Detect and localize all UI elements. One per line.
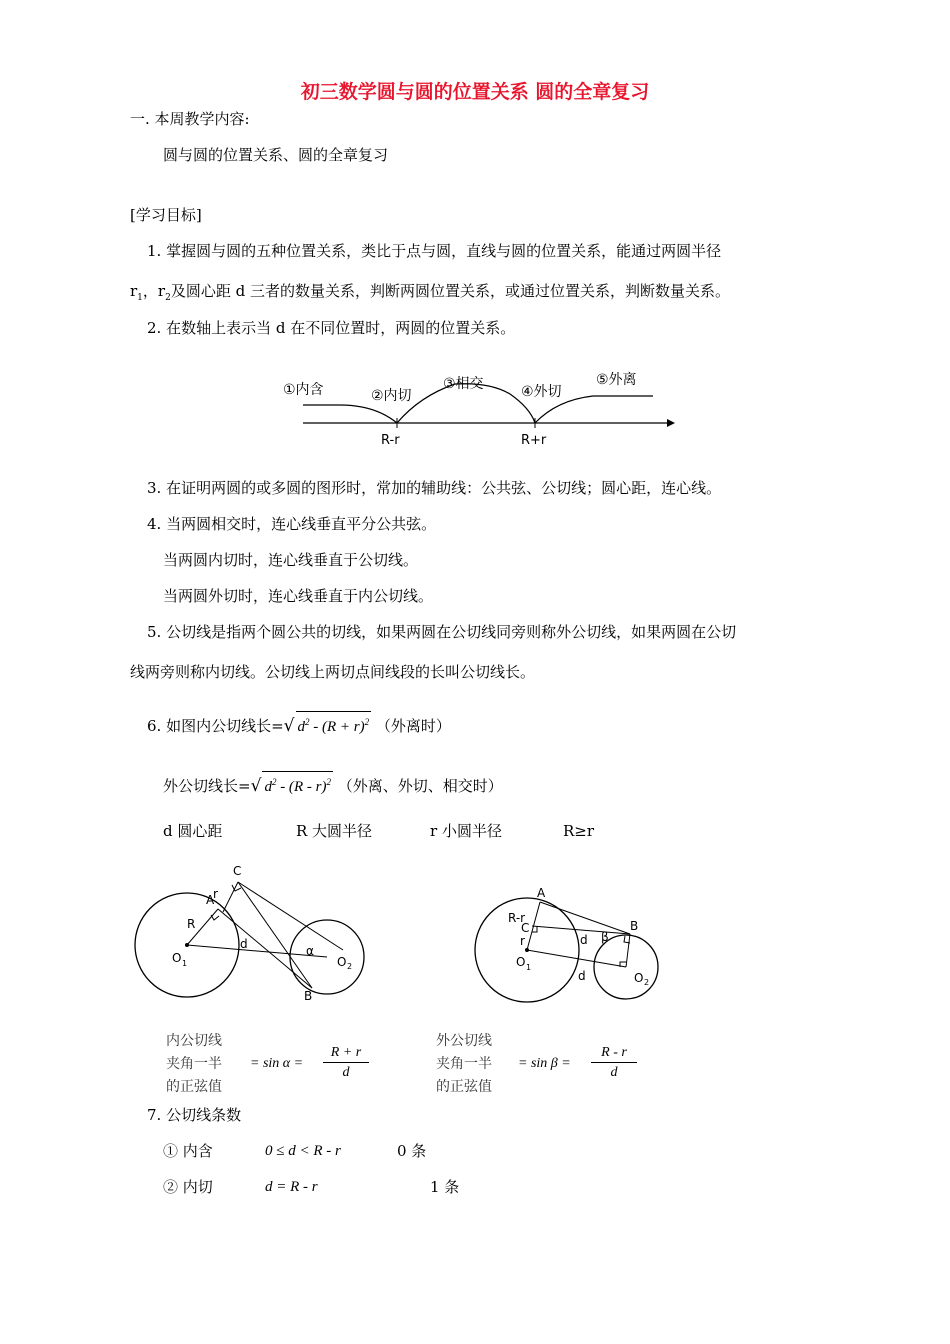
item-7-heading: 7. 公切线条数	[147, 1106, 242, 1124]
item-7-row-1-count: 0 条	[397, 1142, 427, 1160]
point-o1	[525, 948, 529, 952]
outer-tangent-figure	[470, 888, 680, 1018]
label-intersect: ③相交	[443, 376, 484, 392]
item-2: 2. 在数轴上表示当 d 在不同位置时，两圆的位置关系。	[147, 319, 516, 337]
legend-compare: R≥r	[563, 822, 595, 840]
label-c: C	[521, 921, 530, 935]
label-r-minus-r: R-r	[508, 911, 526, 925]
label-separate: ⑤外离	[596, 372, 637, 388]
item-4b: 当两圆内切时，连心线垂直于公切线。	[163, 551, 419, 569]
label-o1-sub: 1	[182, 959, 188, 968]
outer-fraction: $\frac{R - r}{d}$	[591, 1043, 637, 1082]
inner-fraction: $\frac{R + r}{d}$	[323, 1043, 369, 1082]
item-7-row-2-count: 1 条	[430, 1178, 460, 1196]
label-a: A	[537, 888, 546, 900]
legend-big-r: R 大圆半径	[296, 822, 373, 840]
label-b: B	[304, 989, 313, 1003]
inner-caption-3: 的正弦值	[166, 1079, 222, 1095]
label-b: B	[630, 919, 639, 933]
item-4c: 当两圆外切时，连心线垂直于内公切线。	[163, 587, 434, 605]
legend-small-r: r 小圆半径	[430, 822, 502, 840]
item-5-line-1: 5. 公切线是指两个圆公共的切线，如果两圆在公切线同旁则称外公切线，如果两圆在公切	[147, 623, 737, 641]
item-5-line-2: 线两旁则称内切线。公切线上两切点间线段的长叫公切线长。	[130, 663, 536, 681]
label-o2-sub: 2	[644, 978, 650, 987]
point-o1	[185, 943, 189, 947]
label-d-top: d	[580, 933, 588, 947]
label-o2: O	[337, 955, 347, 969]
label-inner-tangent: ②内切	[371, 388, 412, 404]
curve-outer	[535, 396, 653, 423]
segment-ca	[223, 882, 238, 912]
tick-label-r-plus: R+r	[521, 433, 547, 448]
outer-formula: = sin β =	[518, 1056, 571, 1071]
item-7-row-1-label: ① 内含	[163, 1142, 213, 1160]
number-line-diagram	[275, 362, 685, 452]
segment-c-o2	[238, 882, 343, 950]
item-1-line-2: $r_1$，$r_2$及圆心距 d 三者的数量关系，判断两圆位置关系，或通过位置关系，判断数量关系。	[130, 282, 730, 303]
item-3: 3. 在证明两圆的或多圆的图形时，常加的辅助线：公共弦、公切线；圆心距，连心线。	[147, 479, 722, 497]
tangent-ab	[540, 902, 630, 934]
label-r: r	[520, 934, 525, 948]
label-o1-sub: 1	[526, 963, 532, 972]
label-inner-contain: ①内含	[283, 382, 324, 398]
item-1-line-1: 1. 掌握圆与圆的五种位置关系，类比于点与圆，直线与圆的位置关系，能通过两圆半径	[147, 242, 722, 260]
section-heading: 一. 本周教学内容:	[130, 110, 250, 128]
inner-caption-1: 内公切线	[166, 1033, 222, 1049]
item-4a: 4. 当两圆相交时，连心线垂直平分公共弦。	[147, 515, 437, 533]
curve-inner	[303, 405, 397, 423]
objectives-label: [学习目标]	[130, 206, 202, 224]
label-o1: O	[172, 951, 182, 965]
label-c: C	[233, 864, 242, 878]
label-a: A	[206, 893, 215, 907]
item-7-row-2-label: ② 内切	[163, 1178, 213, 1196]
inner-caption-2: 夹角一半	[166, 1056, 222, 1072]
page-title: 初三数学圆与圆的位置关系 圆的全章复习	[300, 81, 650, 103]
radius-o2-b	[626, 934, 630, 967]
label-outer-tangent: ④外切	[521, 384, 562, 400]
label-o2-sub: 2	[347, 962, 353, 971]
outer-caption-3: 的正弦值	[436, 1079, 492, 1095]
tick-label-r-minus: R-r	[381, 433, 400, 448]
item-7-row-1-cond: 0 ≤ d < R - r	[265, 1143, 341, 1159]
item-6b: 外公切线长=√ $d^2 - (R - r)^2$ （外离、外切、相交时）	[163, 771, 503, 797]
outer-caption-2: 夹角一半	[436, 1056, 492, 1072]
label-d-bottom: d	[578, 969, 586, 983]
label-o1: O	[516, 955, 526, 969]
axis-arrow	[667, 419, 675, 427]
label-o2: O	[634, 971, 644, 985]
label-beta: β	[601, 930, 609, 944]
inner-tangent-figure	[130, 858, 380, 1008]
item-7-row-2-cond: d = R - r	[265, 1179, 318, 1195]
label-alpha: α	[306, 944, 314, 958]
label-big-r: R	[187, 917, 196, 931]
item-6: 6. 如图内公切线长=√ $d^2 - (R + r)^2$ （外离时）	[147, 711, 451, 737]
label-r: r	[213, 887, 218, 901]
section-content: 圆与圆的位置关系、圆的全章复习	[163, 146, 389, 164]
legend-d: d 圆心距	[163, 822, 223, 840]
inner-formula: = sin α =	[250, 1056, 304, 1071]
outer-caption-1: 外公切线	[436, 1033, 492, 1049]
label-d: d	[240, 937, 248, 951]
